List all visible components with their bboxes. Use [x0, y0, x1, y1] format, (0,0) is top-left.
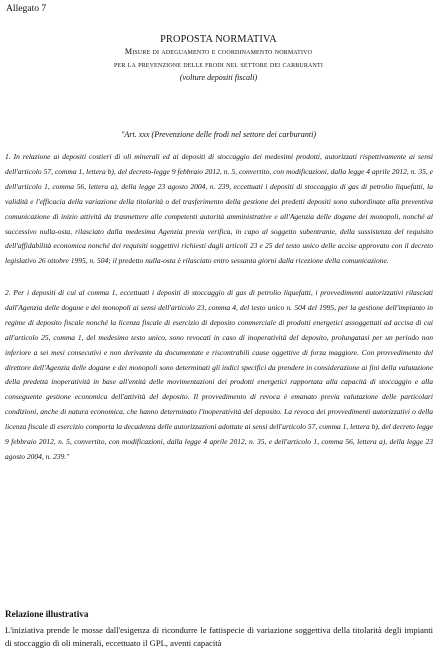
article-heading: "Art. xxx (Prevenzione delle frodi nel settore dei carburanti) [120, 130, 317, 139]
paragraph-1: 1. In relazione ai depositi costieri di oli minerali ed ai depositi di stoccaggio dei medesimi prodotti, autorizzati rispettivamente ai sensi dell'articolo 57, comma 1, lettera b), del decreto-legge 9 febbraio 2012, n. 5, convertito, con modificazioni, dalla legge 4 aprile 2012, n. 35, e dell'articolo 1, comma 56, lettera a), della legge 23 agosto 2004, n. 239, eccettuati i depositi di stoccaggio di gas di petrolio liquefatti, la validità e l'efficacia della variazione della titolarità o del trasferimento della gestione dei predetti depositi sono subordinate alla preventiva comunicazione di inizio attività da trasmettere alle competenti autorità amministrative e all'Agenzia delle dogane dei monopoli, nonché al successivo nulla-osta, rilasciato dalla medesima Agenzia previa verifica, in capo al soggetto subentrante, della sussistenza del requisito dell'affidabilità economica nonché dei requisiti soggettivi richiesti dagli articoli 23 e 25 del testo unico delle accise approvato con il decreto legislativo 26 ottobre 1995, n. 504; il predetto nulla-osta è rilasciato entro sessanta giorni dalla ricezione della comunicazione. [5, 152, 433, 266]
paragraph-2: 2. Per i depositi di cui al comma 1, eccettuati i depositi di stoccaggio di gas di petrolio liquefatti, i provvedimenti autorizzativi rilasciati dall'Agenzia delle dogane e dei monopoli ai sensi dell'articolo 23, comma 4, del testo unico n. 504 del 1995, per la gestione dell'impianto in regime di deposito fiscale nonché la licenza fiscale di esercizio di deposito commerciale di prodotti energetici assoggettati ad accisa di cui all'articolo 25, comma 1, del medesimo testo unico, sono revocati in caso di inoperatività del deposito, prolungatasi per un periodo non inferiore a sei mesi consecutivi e non derivante da documentate e riscontrabili cause oggettive di forza maggiore. Con provvedimento del direttore dell'Agenzia delle dogane e dei monopoli sono determinati gli indici specifici da prendere in considerazione ai fini della valutazione della predetta inoperatività in base all'entità delle movimentazioni dei prodotti energetici rapportata alla capacità di stoccaggio e alla conseguente gestione economica dell'attività del deposito. Il provvedimento di revoca è emanato previa valutazione delle particolari condizioni, anche di natura economica, che hanno determinato l'inoperatività del deposito. La revoca dei provvedimenti autorizzativi o della licenza fiscale di esercizio comporta la decadenza delle autorizzazioni adottate ai sensi dell'articolo 57, comma 1, lettera b), del decreto legge 9 febbraio 2012, n. 5, convertito, con modificazioni, dalla legge 4 aprile 2012, n. 35, e dell'articolo 1, comma 56, lettera a), della legge 23 agosto 2004, n. 239." [5, 288, 433, 461]
document-title: PROPOSTA NORMATIVA [160, 34, 277, 45]
subtitle-line-2: per la prevenzione delle frodi nel settore dei carburanti [114, 60, 323, 69]
allegato-label: Allegato 7 [6, 3, 47, 14]
section-heading: Relazione illustrativa [5, 609, 89, 619]
subtitle-line-3: (volture depositi fiscali) [179, 73, 258, 82]
subtitle-line-1: Misure di adeguamento e coordinamento normativo [124, 47, 313, 56]
body-paragraph: L'iniziativa prende le mosse dall'esigenza di ricondurre le fattispecie di variazione soggettiva della titolarità degli impianti di stoccaggio di oli minerali, eccettuato il GPL, aventi capacità [5, 625, 433, 648]
